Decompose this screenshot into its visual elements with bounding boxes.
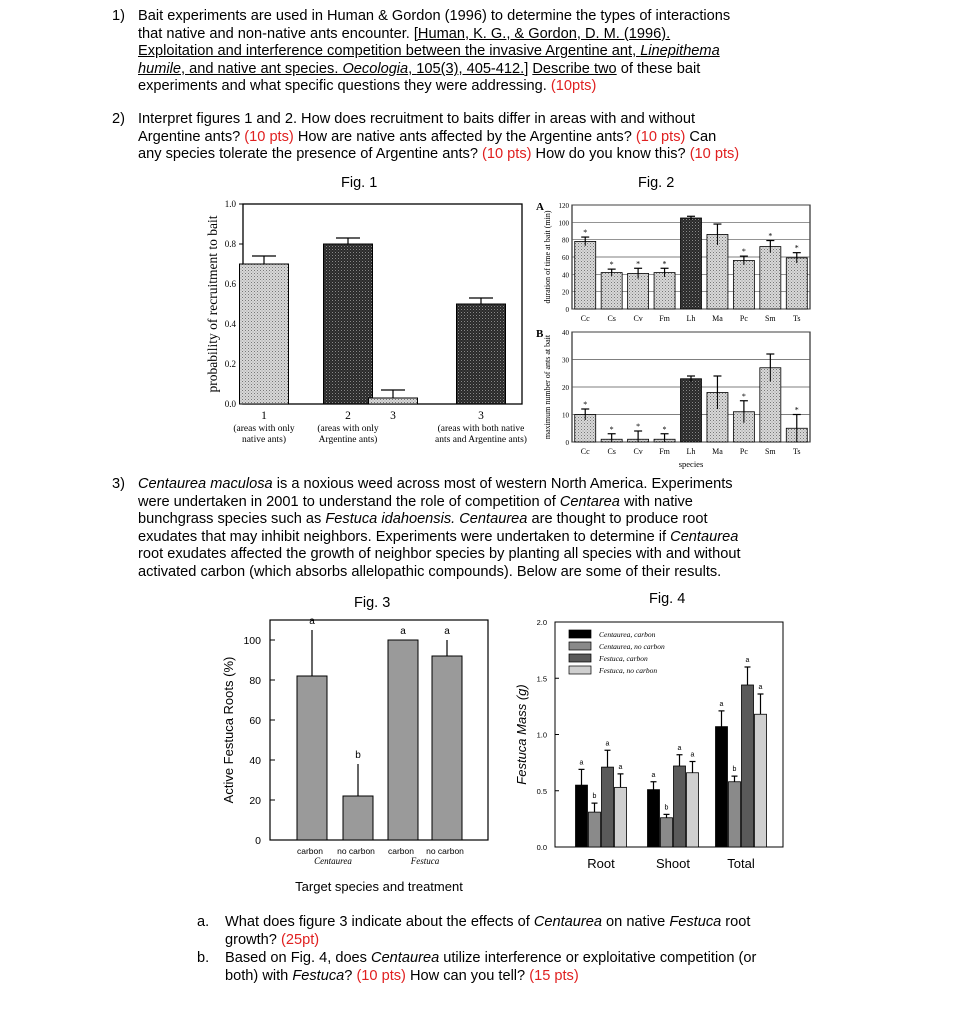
y-tick-label: 10	[562, 411, 569, 420]
significance-star: *	[583, 228, 588, 238]
significance-star: *	[636, 422, 641, 431]
species-name: Centaurea	[670, 528, 739, 545]
question-3b-number: b.	[197, 950, 210, 966]
q1-line: that native and non-native ants encounter.	[138, 25, 414, 42]
bar	[742, 685, 754, 847]
y-tick-label: 20	[562, 288, 569, 297]
significance-star: *	[768, 231, 773, 241]
citation-volume: 105	[416, 60, 441, 77]
x-axis-label: species	[678, 459, 704, 469]
citation	[138, 43, 828, 61]
significance-letter: b	[732, 766, 737, 774]
species-name: Centarea	[559, 493, 620, 510]
significance-letter: a	[605, 740, 610, 748]
significance-letter: a	[719, 700, 724, 708]
bar	[681, 218, 702, 309]
y-tick-label: 20	[249, 795, 261, 807]
significance-star: *	[794, 243, 799, 253]
bar	[388, 640, 418, 840]
panel-letter: A	[536, 201, 544, 213]
x-category-note: (areas with only	[317, 424, 379, 434]
species-name: Centaurea	[459, 511, 528, 528]
significance-star: *	[741, 247, 746, 257]
legend-swatch	[569, 642, 591, 650]
species-name: Centaurea	[371, 950, 440, 966]
citation-species: humile	[138, 60, 181, 77]
x-tick-label: Sm	[764, 447, 776, 456]
legend-label: Centaurea, carbon	[599, 630, 656, 639]
x-tick-label: 3	[478, 410, 484, 422]
x-tick-label: Pc	[739, 314, 748, 323]
species-name: Centaurea maculosa	[138, 476, 273, 492]
points-label: (10 pts)	[244, 128, 294, 145]
species-name: Centaurea	[533, 914, 602, 930]
significance-star: *	[662, 259, 667, 269]
x-tick-label: Lh	[686, 447, 696, 456]
qb-line: both) with	[225, 967, 293, 984]
x-tick-label: 2	[345, 410, 351, 422]
question-3a	[225, 914, 815, 949]
question-2	[112, 111, 828, 164]
points-label: (25pt)	[280, 931, 320, 948]
question-number: 2)	[112, 111, 125, 127]
x-tick-label: Sm	[764, 314, 776, 323]
legend-label: Festuca, carbon	[599, 654, 648, 663]
significance-star: *	[609, 260, 614, 270]
significance-letter: a	[618, 763, 623, 771]
x-tick-label: no carbon	[426, 846, 464, 856]
q3-line: bunchgrass species such as	[138, 511, 326, 528]
citation-text: , and native ant species.	[181, 60, 343, 77]
y-tick-label: 60	[249, 715, 261, 727]
q2-line: Interpret figures 1 and 2. How does recruitment to baits differ in areas with and without	[138, 111, 696, 127]
q2-line: Can	[685, 128, 717, 145]
x-category-note: Argentine ants)	[318, 435, 378, 445]
x-category-note: native ants)	[241, 435, 287, 445]
qb-line: How can you tell?	[405, 967, 526, 984]
significance-letter: a	[690, 751, 695, 759]
x-tick-label: Cc	[580, 314, 590, 323]
qa-line: root	[721, 914, 751, 930]
y-tick-label: 40	[562, 329, 569, 337]
y-tick-label: 40	[562, 271, 569, 280]
significance-letter: b	[664, 804, 669, 812]
qa-line: What does figure 3 indicate about the effects of	[225, 914, 534, 930]
species-name: Festuca idahoensis.	[325, 511, 456, 528]
y-tick-label: 30	[562, 356, 569, 365]
y-tick-label: 0.0	[536, 843, 547, 852]
y-tick-label: 0	[565, 439, 569, 447]
fig1-chart	[200, 192, 540, 454]
citation-text: Exploitation and interference competition between the invasive Argentine ant,	[138, 43, 641, 60]
bar	[369, 398, 418, 404]
significance-letter: a	[745, 657, 750, 664]
significance-letter: b	[355, 750, 361, 761]
x-tick-label: carbon	[388, 846, 414, 856]
y-tick-label: 0	[565, 306, 569, 314]
y-axis-label: Active Festuca Roots (%)	[221, 656, 236, 804]
species-name: Festuca	[292, 967, 345, 984]
q2-line: Argentine ants?	[138, 128, 241, 145]
y-tick-label: 0.6	[224, 279, 236, 289]
panel-letter: B	[536, 328, 544, 340]
significance-letter: b	[592, 793, 597, 801]
significance-star: *	[583, 400, 588, 409]
q3-line: activated carbon (which absorbs allelopathic compounds). Below are some of their results.	[138, 563, 722, 580]
fig4-chart	[505, 612, 805, 874]
fig2-title: Fig. 2	[638, 175, 675, 191]
legend-label: Centaurea, no carbon	[599, 642, 665, 651]
q3-line: are thought to produce root	[527, 511, 708, 528]
y-tick-label: 80	[249, 675, 261, 687]
x-tick-label: Cv	[633, 447, 643, 456]
species-name: Festuca	[669, 914, 722, 930]
bar	[575, 241, 596, 309]
bar	[648, 790, 660, 847]
x-tick-label: Ma	[712, 447, 723, 456]
y-tick-label: 120	[558, 202, 569, 210]
question-3a-number: a.	[197, 914, 210, 930]
q1-line: of these bait	[616, 60, 701, 77]
x-tick-label: Cs	[607, 314, 616, 323]
q3-line: were undertaken in 2001 to understand the role of competition of	[138, 493, 560, 510]
significance-star: *	[794, 405, 799, 415]
fig2-chart	[524, 192, 814, 474]
points-label: (10 pts)	[689, 146, 740, 163]
citation-journal: Oecologia	[342, 60, 409, 77]
q3-line: is a noxious weed across most of western North America. Experiments	[272, 476, 733, 492]
y-tick-label: 0.8	[224, 239, 236, 249]
fig3-title: Fig. 3	[354, 595, 391, 611]
y-tick-label: 60	[562, 254, 569, 262]
x-tick-label: Ts	[793, 314, 801, 323]
y-tick-label: 2.0	[536, 618, 547, 627]
bar	[729, 782, 741, 847]
legend-swatch	[569, 654, 591, 662]
y-tick-label: 100	[558, 219, 569, 228]
x-tick-label: 1	[261, 410, 267, 422]
points-label: (15 pts)	[529, 967, 579, 984]
qb-line: utilize interference or exploitative competition (or	[439, 950, 757, 966]
citation-pages: (3), 405-412.	[440, 60, 525, 77]
y-tick-label: 80	[562, 236, 569, 245]
x-tick-label: Total	[727, 856, 755, 871]
significance-letter: a	[444, 626, 450, 637]
bar	[654, 273, 675, 309]
y-tick-label: 0.4	[224, 319, 236, 329]
significance-letter: a	[309, 616, 315, 627]
bar	[615, 787, 627, 847]
x-category-note: (areas with only	[233, 424, 295, 434]
legend-swatch	[569, 666, 591, 674]
points-label: (10pts)	[550, 78, 597, 95]
bar	[755, 714, 767, 847]
bar	[601, 273, 622, 309]
y-tick-label: 1.5	[536, 674, 547, 684]
y-tick-label: 0.5	[536, 786, 547, 796]
x-category-note: ants and Argentine ants)	[435, 435, 527, 445]
significance-letter: a	[579, 759, 584, 767]
y-tick-label: 0	[255, 835, 261, 847]
x-tick-label: carbon	[297, 846, 323, 856]
bar	[687, 773, 699, 847]
y-tick-label: 0.0	[224, 399, 236, 409]
bar	[786, 258, 807, 309]
group-label: Festuca	[410, 856, 440, 866]
significance-letter: a	[651, 771, 656, 779]
y-tick-label: 1.0	[224, 199, 236, 209]
y-tick-label: 0.2	[224, 359, 236, 369]
question-3b	[225, 950, 815, 985]
fig3-chart	[215, 610, 505, 902]
bar	[760, 247, 781, 309]
y-axis-label: maximum number of ants at bait	[543, 334, 552, 440]
question-1	[112, 8, 828, 96]
bar	[681, 379, 702, 442]
points-label: (10 pts)	[635, 128, 686, 145]
x-tick-label: Lh	[686, 314, 696, 323]
legend-label: Festuca, no carbon	[599, 666, 658, 675]
x-category-note: (areas with both native	[437, 424, 525, 434]
y-axis-label: probability of recruitment to bait	[205, 215, 220, 393]
fig4-title: Fig. 4	[649, 591, 686, 607]
bar	[589, 812, 601, 847]
significance-star: *	[609, 424, 614, 434]
y-tick-label: 20	[562, 384, 569, 392]
q1-line: experiments and what specific questions they were addressing.	[138, 78, 547, 95]
bar	[628, 273, 649, 309]
bar	[297, 676, 327, 840]
x-tick-label: Fm	[659, 447, 670, 456]
bar	[457, 304, 506, 404]
q3-line: exudates that may inhibit neighbors. Experiments were undertaken to determine if	[138, 528, 671, 545]
group-label: Centaurea	[314, 856, 352, 866]
q2-line: How do you know this?	[531, 146, 686, 163]
x-tick-label: Cs	[607, 447, 616, 456]
citation-text: ,	[408, 60, 417, 77]
significance-star: *	[741, 391, 746, 401]
x-tick-label: Ts	[793, 447, 801, 456]
significance-letter: a	[677, 744, 682, 752]
qa-line: on native	[601, 914, 670, 930]
bar	[733, 260, 754, 309]
citation-close: ]	[524, 60, 529, 77]
x-tick-label: 3	[390, 410, 396, 422]
bar	[707, 234, 728, 309]
citation: [Human, K. G., & Gordon, D. M. (1996).	[413, 25, 671, 42]
x-tick-label: Cv	[633, 314, 643, 323]
describe-two: Describe two	[532, 60, 617, 77]
x-tick-label: Shoot	[656, 856, 690, 871]
bar	[674, 766, 686, 847]
q3-line: root exudates affected the growth of neighbor species by planting all species with and without	[138, 546, 741, 563]
q2-line: any species tolerate the presence of Argentine ants?	[138, 146, 478, 163]
significance-star: *	[662, 424, 667, 434]
bar	[343, 796, 373, 840]
qb-line: Based on Fig. 4, does	[225, 950, 372, 966]
q2-line: How are native ants affected by the Argentine ants?	[293, 128, 632, 145]
question-number: 1)	[112, 8, 125, 24]
x-tick-label: Pc	[739, 447, 748, 456]
significance-letter: a	[758, 684, 763, 691]
x-axis-label: Target species and treatment	[295, 879, 463, 894]
x-tick-label: Fm	[659, 314, 670, 323]
significance-letter: a	[400, 626, 406, 637]
x-tick-label: Ma	[712, 314, 723, 323]
bar	[240, 264, 289, 404]
y-tick-label: 100	[243, 635, 261, 647]
y-tick-label: 1.0	[536, 730, 547, 740]
bar	[432, 656, 462, 840]
question-number: 3)	[112, 476, 125, 492]
q3-line: with native	[619, 493, 693, 510]
y-axis-label: Festuca Mass (g)	[514, 684, 529, 785]
legend-swatch	[569, 630, 591, 638]
x-tick-label: Cc	[580, 447, 590, 456]
y-axis-label: duration of time at bait (min)	[543, 210, 552, 304]
x-tick-label: no carbon	[337, 846, 375, 856]
bar	[716, 727, 728, 847]
y-tick-label: 40	[249, 755, 261, 767]
points-label: (10 pts)	[482, 146, 532, 163]
q1-line: Bait experiments are used in Human & Gordon (1996) to determine the types of interactions	[138, 8, 731, 24]
bar	[602, 767, 614, 847]
bar	[576, 785, 588, 847]
fig1-title: Fig. 1	[341, 175, 378, 191]
points-label: (10 pts)	[356, 967, 406, 984]
qb-line: ?	[344, 967, 353, 984]
significance-star: *	[636, 259, 641, 269]
question-3	[112, 476, 828, 582]
citation-species: Linepithema	[640, 43, 720, 60]
x-tick-label: Root	[587, 856, 615, 871]
bar	[324, 244, 373, 404]
qa-line: growth?	[225, 931, 277, 948]
bar	[661, 818, 673, 847]
